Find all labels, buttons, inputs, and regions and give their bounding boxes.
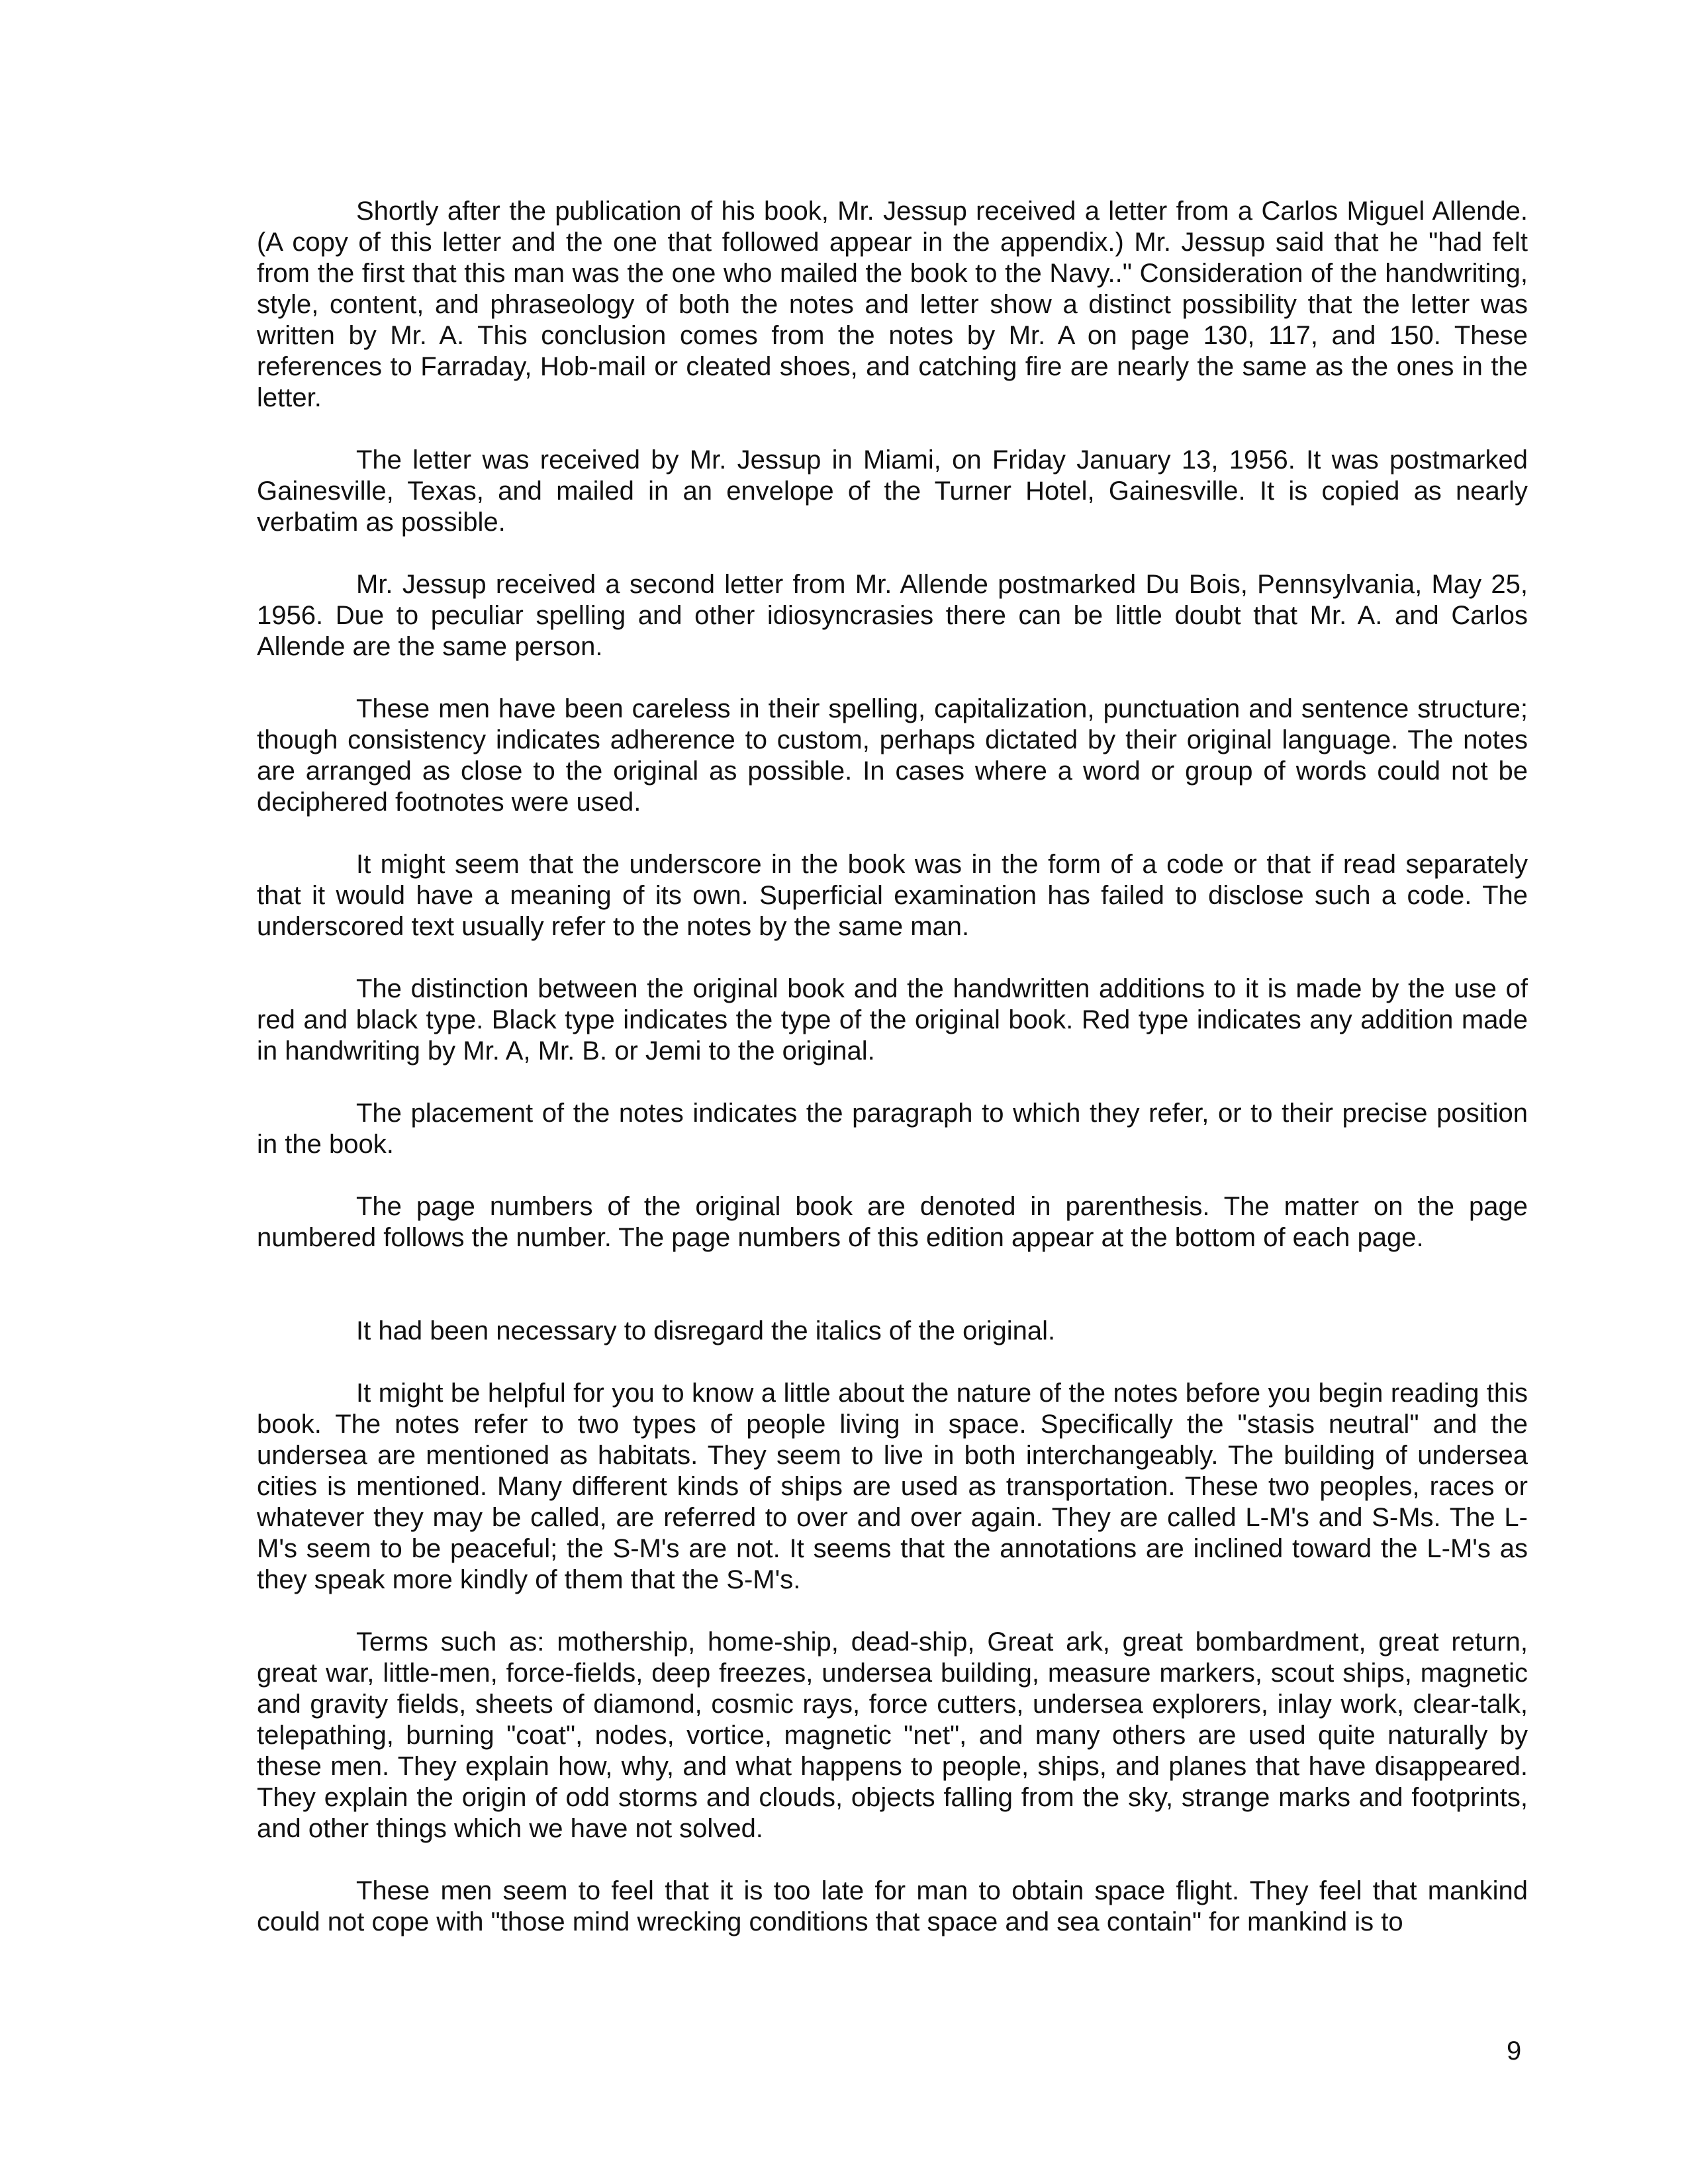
paragraph-italics: It had been necessary to disregard the italics of the original.: [356, 1316, 1056, 1345]
paragraph-page-numbers: The page numbers of the original book are denoted in parenthesis. The matter on the page numbered follows the number. The page numbers of this edition appear at the bottom of each page.: [257, 1192, 1528, 1252]
paragraph-note-placement: The placement of the notes indicates the paragraph to which they refer, or to their precise position in the book.: [257, 1099, 1528, 1159]
paragraph-nature-of-notes: It might be helpful for you to know a little about the nature of the notes before you begin reading this book. The notes refer to two types of people living in space. Specifically the "stasis neutral" and the undersea are mentioned as habitats. They seem to live in both interchangeably. The building of undersea cities is mentioned. Many different kinds of ships are used as transportation. These two peoples, races or whatever they may be called, are referred to over and over again. They are called L-M's and S-Ms. The L-M's seem to be peaceful; the S-M's are not. It seems that the annotations are inclined toward the L-M's as they speak more kindly of them that the S-M's.: [257, 1379, 1528, 1594]
paragraph-allende-letter: Shortly after the publication of his book, Mr. Jessup received a letter from a Carlos Miguel Allende. (A copy of this letter and the one that followed appear in the appendix.) Mr. Jessup said that he "had felt from the first that this man was the one who mailed the book to the Navy.." Consideration of the handwriting, style, content, and phraseology of both the notes and letter show a distinct possibility that the letter was written by Mr. A. This conclusion comes from the notes by Mr. A on page 130, 117, and 150. These references to Farraday, Hob-mail or cleated shoes, and catching fire are nearly the same as the ones in the letter.: [257, 197, 1528, 412]
paragraph-second-letter: Mr. Jessup received a second letter from Mr. Allende postmarked Du Bois, Pennsylvania, May 25, 1956. Due to peculiar spelling and other idiosyncrasies there can be little doubt that Mr. A. and Carlos Allende are the same person.: [257, 570, 1528, 661]
paragraph-space-flight: These men seem to feel that it is too late for man to obtain space flight. They feel that mankind could not cope with "those mind wrecking conditions that space and sea contain" for mankind is to: [257, 1876, 1528, 1936]
paragraph-spelling-notes: These men have been careless in their spelling, capitalization, punctuation and sentence structure; though consistency indicates adherence to custom, perhaps dictated by their original language. The notes are arranged as close to the original as possible. In cases where a word or group of words could not be deciphered footnotes were used.: [257, 694, 1528, 817]
page-number: 9: [1507, 2036, 1522, 2066]
document-body: [257, 196, 1528, 1938]
paragraph-letter-received: The letter was received by Mr. Jessup in Miami, on Friday January 13, 1956. It was postmarked Gainesville, Texas, and mailed in an envelope of the Turner Hotel, Gainesville. It is copied as nearly verbatim as possible.: [257, 445, 1528, 537]
paragraph-red-black-type: The distinction between the original book and the handwritten additions to it is made by the use of red and black type. Black type indicates the type of the original book. Red type indicates any addition made in handwriting by Mr. A, Mr. B. or Jemi to the original.: [257, 974, 1528, 1066]
paragraph-terms: Terms such as: mothership, home-ship, dead-ship, Great ark, great bombardment, great return, great war, little-men, force-fields, deep freezes, undersea building, measure markers, scout ships, magnetic and gravity fields, sheets of diamond, cosmic rays, force cutters, undersea explorers, inlay work, clear-talk, telepathing, burning "coat", nodes, vortice, magnetic "net", and many others are used quite naturally by these men. They explain how, why, and what happens to people, ships, and planes that have disappeared. They explain the origin of odd storms and clouds, objects falling from the sky, strange marks and footprints, and other things which we have not solved.: [257, 1627, 1528, 1843]
paragraph-underscore-code: It might seem that the underscore in the book was in the form of a code or that if read separately that it would have a meaning of its own. Superficial examination has failed to disclose such a code. The underscored text usually refer to the notes by the same man.: [257, 850, 1528, 941]
